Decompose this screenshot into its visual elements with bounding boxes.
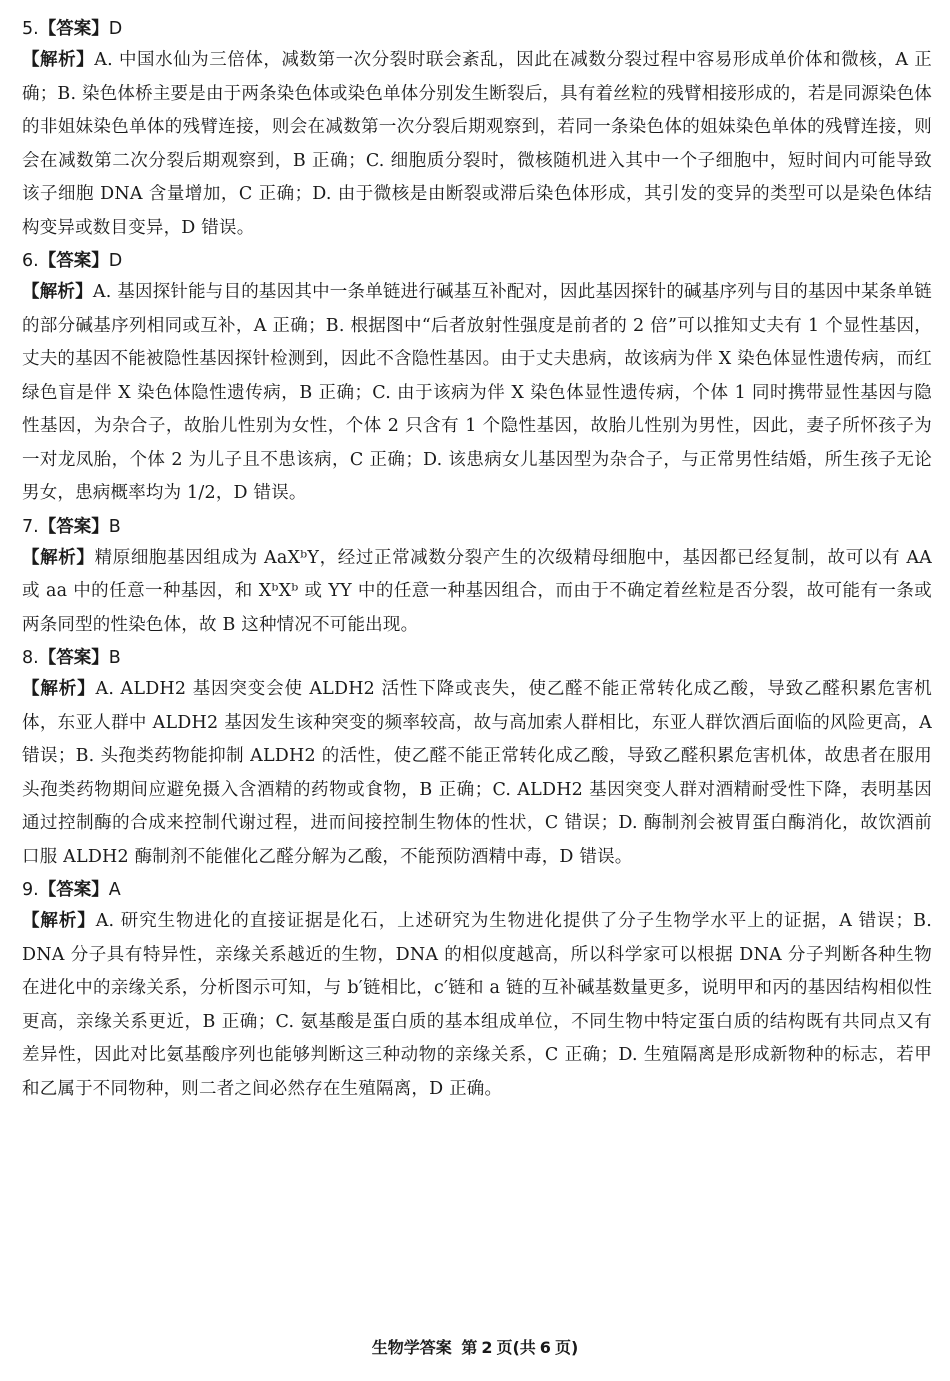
answer-label: 【答案】 — [38, 19, 109, 39]
footer-total-pages: 6 — [539, 1338, 551, 1357]
question-6-answer-line — [22, 246, 932, 276]
explanation-text: A. 中国水仙为三倍体，减数第一次分裂时联会紊乱，因此在减数分裂过程中容易形成单价体和微核，A 正确；B. 染色体桥主要是由于两条染色体或染色单体分别发生断裂后，具有着丝粒的残臂相接形成的，若是同源染色体的非姐妹染色单体的残臂连接，则会在减数第一次分裂后期观察到，若同一条染色体的姐妹染色单体的残臂连接，则会在减数第二次分裂后期观察到，B 正确；C. 细胞质分裂时，微核随机进入其中一个子细胞中，短时间内可能导致该子细胞 DNA 含量增加，C 正确；D. 由于微核是由断裂或滞后染色体形成，其引发的变异的类型可以是染色体结构变异或数目变异，D 错误。 — [22, 50, 932, 238]
question-5-explanation — [22, 44, 932, 245]
answer-value: B — [108, 648, 121, 668]
footer-page-prefix: 第 — [461, 1338, 478, 1357]
footer-page-number: 2 — [481, 1338, 493, 1357]
answer-value: A — [108, 880, 121, 900]
question-number: 7. — [22, 516, 39, 537]
answer-value: D — [108, 251, 123, 271]
answer-document — [22, 14, 932, 1107]
explanation-label: 【解析】 — [22, 282, 93, 302]
question-number: 5. — [22, 19, 39, 39]
explanation-text: A. 基因探针能与目的基因其中一条单链进行碱基互补配对，因此基因探针的碱基序列与目的基因中某条单链的部分碱基序列相同或互补，A 正确；B. 根据图中“后者放射性强度是前者的 2 倍”可以推知丈夫有 1 个显性基因，丈夫的基因不能被隐性基因探针检测到，因此不含隐性基因。由于丈夫患病，故该病为伴 X 染色体显性遗传病，而红绿色盲是伴 X 染色体隐性遗传病，B 正确；C. 由于该病为伴 X 染色体显性遗传病，个体 1 同时携带显性基因与隐性基因，为杂合子，故胎儿性别为女性，个体 2 只含有 1 个隐性基因，故胎儿性别为男性，因此，妻子所怀孩子为一对龙凤胎，个体 2 为儿子且不患该病，C 正确；D. 该患病女儿基因型为杂合子，与正常男性结婚，所生孩子无论男女，患病概率均为 1/2，D 错误。 — [22, 282, 932, 503]
question-6-explanation — [22, 276, 932, 511]
explanation-text: A. 研究生物进化的直接证据是化石，上述研究为生物进化提供了分子生物学水平上的证据，A 错误；B. DNA 分子具有特异性，亲缘关系越近的生物，DNA 的相似度越高，所以科学家可以根据 DNA 分子判断各种生物在进化中的亲缘关系，分析图示可知，与 b′链相比，c′链和 a 链的互补碱基数量更多，说明甲和丙的基因结构相似性更高，亲缘关系更近，B 正确；C. 氨基酸是蛋白质的基本组成单位，不同生物中特定蛋白质的结构既有共同点又有差异性，因此对比氨基酸序列也能够判断这三种动物的亲缘关系，C 正确；D. 生殖隔离是形成新物种的标志，若甲和乙属于不同物种，则二者之间必然存在生殖隔离，D 正确。 — [22, 911, 932, 1099]
question-9-explanation — [22, 905, 932, 1106]
answer-label: 【答案】 — [38, 880, 109, 900]
question-number: 9. — [22, 880, 39, 900]
answer-value: D — [108, 19, 123, 39]
explanation-label: 【解析】 — [22, 679, 96, 699]
question-8-explanation — [22, 673, 932, 874]
footer-subject: 生物学答案 — [371, 1338, 452, 1357]
explanation-text: A. ALDH2 基因突变会使 ALDH2 活性下降或丧失，使乙醛不能正常转化成乙酸，导致乙醛积累危害机体，东亚人群中 ALDH2 基因发生该种突变的频率较高，故与高加索人群相比，东亚人群饮酒后面临的风险更高，A 错误；B. 头孢类药物能抑制 ALDH2 的活性，使乙醛不能正常转化成乙酸，导致乙醛积累危害机体，故患者在服用头孢类药物期间应避免摄入含酒精的药物或食物，B 正确；C. ALDH2 基因突变人群对酒精耐受性下降，表明基因通过控制酶的合成来控制代谢过程，进而间接控制生物体的性状，C 错误；D. 酶制剂会被胃蛋白酶消化，故饮酒前口服 ALDH2 酶制剂不能催化乙醛分解为乙酸，不能预防酒精中毒，D 错误。 — [22, 679, 932, 867]
question-number: 6. — [22, 251, 39, 271]
question-7-answer-line — [22, 512, 932, 542]
footer-total-suffix: 页) — [554, 1338, 579, 1357]
question-number: 8. — [22, 648, 39, 668]
question-9-answer-line — [22, 875, 932, 905]
question-5-answer-line — [22, 14, 932, 44]
footer-page-suffix: 页(共 — [496, 1338, 536, 1357]
question-8-answer-line — [22, 643, 932, 673]
explanation-text: 精原细胞基因组成为 AaXᵇY，经过正常减数分裂产生的次级精母细胞中，基因都已经复制，故可以有 AA 或 aa 中的任意一种基因，和 XᵇXᵇ 或 YY 中的任意一种基因组合，而由于不确定着丝粒是否分裂，故可能有一条或两条同型的性染色体，故 B 这种情况不可能出现。 — [22, 547, 932, 635]
explanation-label: 【解析】 — [22, 50, 95, 70]
answer-label: 【答案】 — [38, 251, 109, 271]
answer-label: 【答案】 — [38, 648, 109, 668]
answer-label: 【答案】 — [38, 516, 109, 537]
answer-value: B — [108, 516, 121, 537]
explanation-label: 【解析】 — [22, 911, 96, 931]
question-7-explanation — [22, 542, 932, 643]
page-footer — [0, 1335, 950, 1358]
explanation-label: 【解析】 — [22, 547, 95, 568]
